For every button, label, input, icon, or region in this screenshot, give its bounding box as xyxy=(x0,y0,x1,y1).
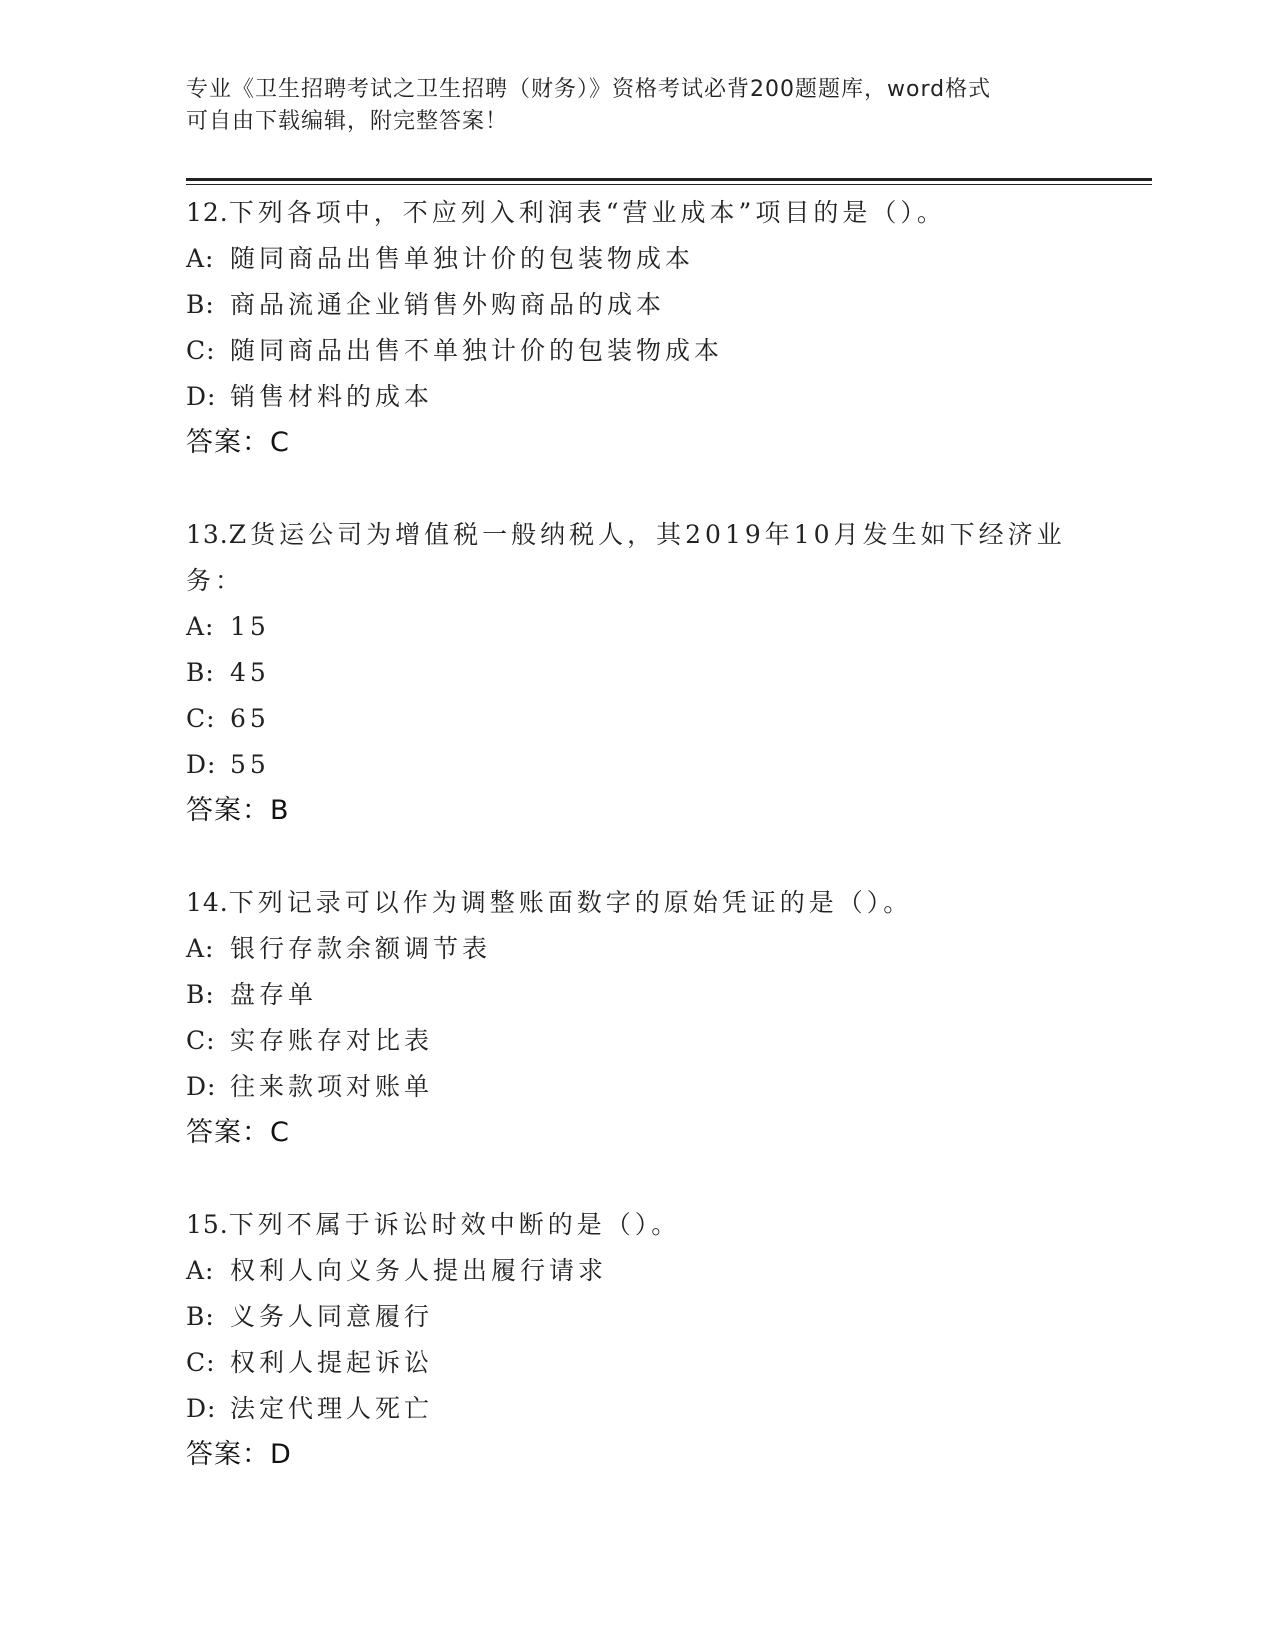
option-text: 实存账存对比表 xyxy=(230,1026,434,1055)
option-letter: A: xyxy=(186,934,215,963)
option-a xyxy=(186,236,1086,282)
option-letter: C: xyxy=(186,1348,216,1377)
header-divider-thin xyxy=(186,184,1152,185)
option-a xyxy=(186,604,1086,650)
option-text: 权利人向义务人提出履行请求 xyxy=(230,1256,608,1285)
option-b xyxy=(186,1294,1086,1340)
question-list xyxy=(186,190,1086,1524)
option-letter: D: xyxy=(186,1394,217,1423)
option-letter: D: xyxy=(186,750,217,779)
header-line-1: 专业《卫生招聘考试之卫生招聘（财务）》资格考试必背200题题库，word格式 xyxy=(186,77,992,102)
question-text: 下列各项中，不应列入利润表“营业成本”项目的是（）。 xyxy=(228,198,946,227)
answer-line: 答案：C xyxy=(186,427,290,458)
question-15 xyxy=(186,1202,1086,1478)
option-b xyxy=(186,282,1086,328)
question-title xyxy=(186,190,1086,236)
option-d xyxy=(186,742,1086,788)
option-c xyxy=(186,696,1086,742)
question-text: 下列不属于诉讼时效中断的是（）。 xyxy=(228,1210,681,1239)
option-letter: A: xyxy=(186,244,215,273)
option-text: 盘存单 xyxy=(230,980,318,1009)
document-header xyxy=(186,74,1066,138)
option-letter: B: xyxy=(186,658,215,687)
question-title xyxy=(186,1202,1086,1248)
option-text: 银行存款余额调节表 xyxy=(230,934,492,963)
option-text: 随同商品出售单独计价的包装物成本 xyxy=(230,244,695,273)
option-c xyxy=(186,1018,1086,1064)
question-number: 14. xyxy=(186,888,229,917)
header-divider-thick xyxy=(186,178,1152,181)
option-letter: C: xyxy=(186,1026,216,1055)
option-text: 义务人同意履行 xyxy=(230,1302,434,1331)
option-text: 权利人提起诉讼 xyxy=(230,1348,434,1377)
option-b xyxy=(186,972,1086,1018)
answer-line: 答案：B xyxy=(186,795,290,826)
option-letter: A: xyxy=(186,1256,215,1285)
option-c xyxy=(186,328,1086,374)
question-13 xyxy=(186,512,1086,834)
option-letter: C: xyxy=(186,704,216,733)
option-letter: D: xyxy=(186,382,217,411)
option-d xyxy=(186,374,1086,420)
option-a xyxy=(186,926,1086,972)
option-letter: D: xyxy=(186,1072,217,1101)
answer-line: 答案：C xyxy=(186,1117,290,1148)
question-number: 13. xyxy=(186,520,229,549)
option-text: 45 xyxy=(230,658,270,687)
option-letter: B: xyxy=(186,290,215,319)
question-title xyxy=(186,880,1086,926)
option-letter: B: xyxy=(186,980,215,1009)
option-text: 销售材料的成本 xyxy=(230,382,434,411)
option-text: 随同商品出售不单独计价的包装物成本 xyxy=(230,336,724,365)
option-text: 15 xyxy=(230,612,270,641)
option-a xyxy=(186,1248,1086,1294)
option-text: 往来款项对账单 xyxy=(230,1072,434,1101)
question-text: 下列记录可以作为调整账面数字的原始凭证的是（）。 xyxy=(228,888,913,917)
question-title xyxy=(186,512,1086,604)
option-text: 65 xyxy=(230,704,270,733)
option-d xyxy=(186,1386,1086,1432)
question-14 xyxy=(186,880,1086,1156)
option-letter: C: xyxy=(186,336,216,365)
option-d xyxy=(186,1064,1086,1110)
question-12 xyxy=(186,190,1086,466)
option-text: 商品流通企业销售外购商品的成本 xyxy=(230,290,666,319)
question-number: 12. xyxy=(186,198,229,227)
option-c xyxy=(186,1340,1086,1386)
option-letter: A: xyxy=(186,612,215,641)
answer-line: 答案：D xyxy=(186,1439,292,1470)
option-text: 法定代理人死亡 xyxy=(230,1394,434,1423)
question-text: Z货运公司为增值税一般纳税人，其2019年10月发生如下经济业务： xyxy=(186,520,1066,595)
question-number: 15. xyxy=(186,1210,229,1239)
header-line-2: 可自由下载编辑，附完整答案！ xyxy=(186,109,509,134)
option-text: 55 xyxy=(230,750,270,779)
option-b xyxy=(186,650,1086,696)
option-letter: B: xyxy=(186,1302,215,1331)
